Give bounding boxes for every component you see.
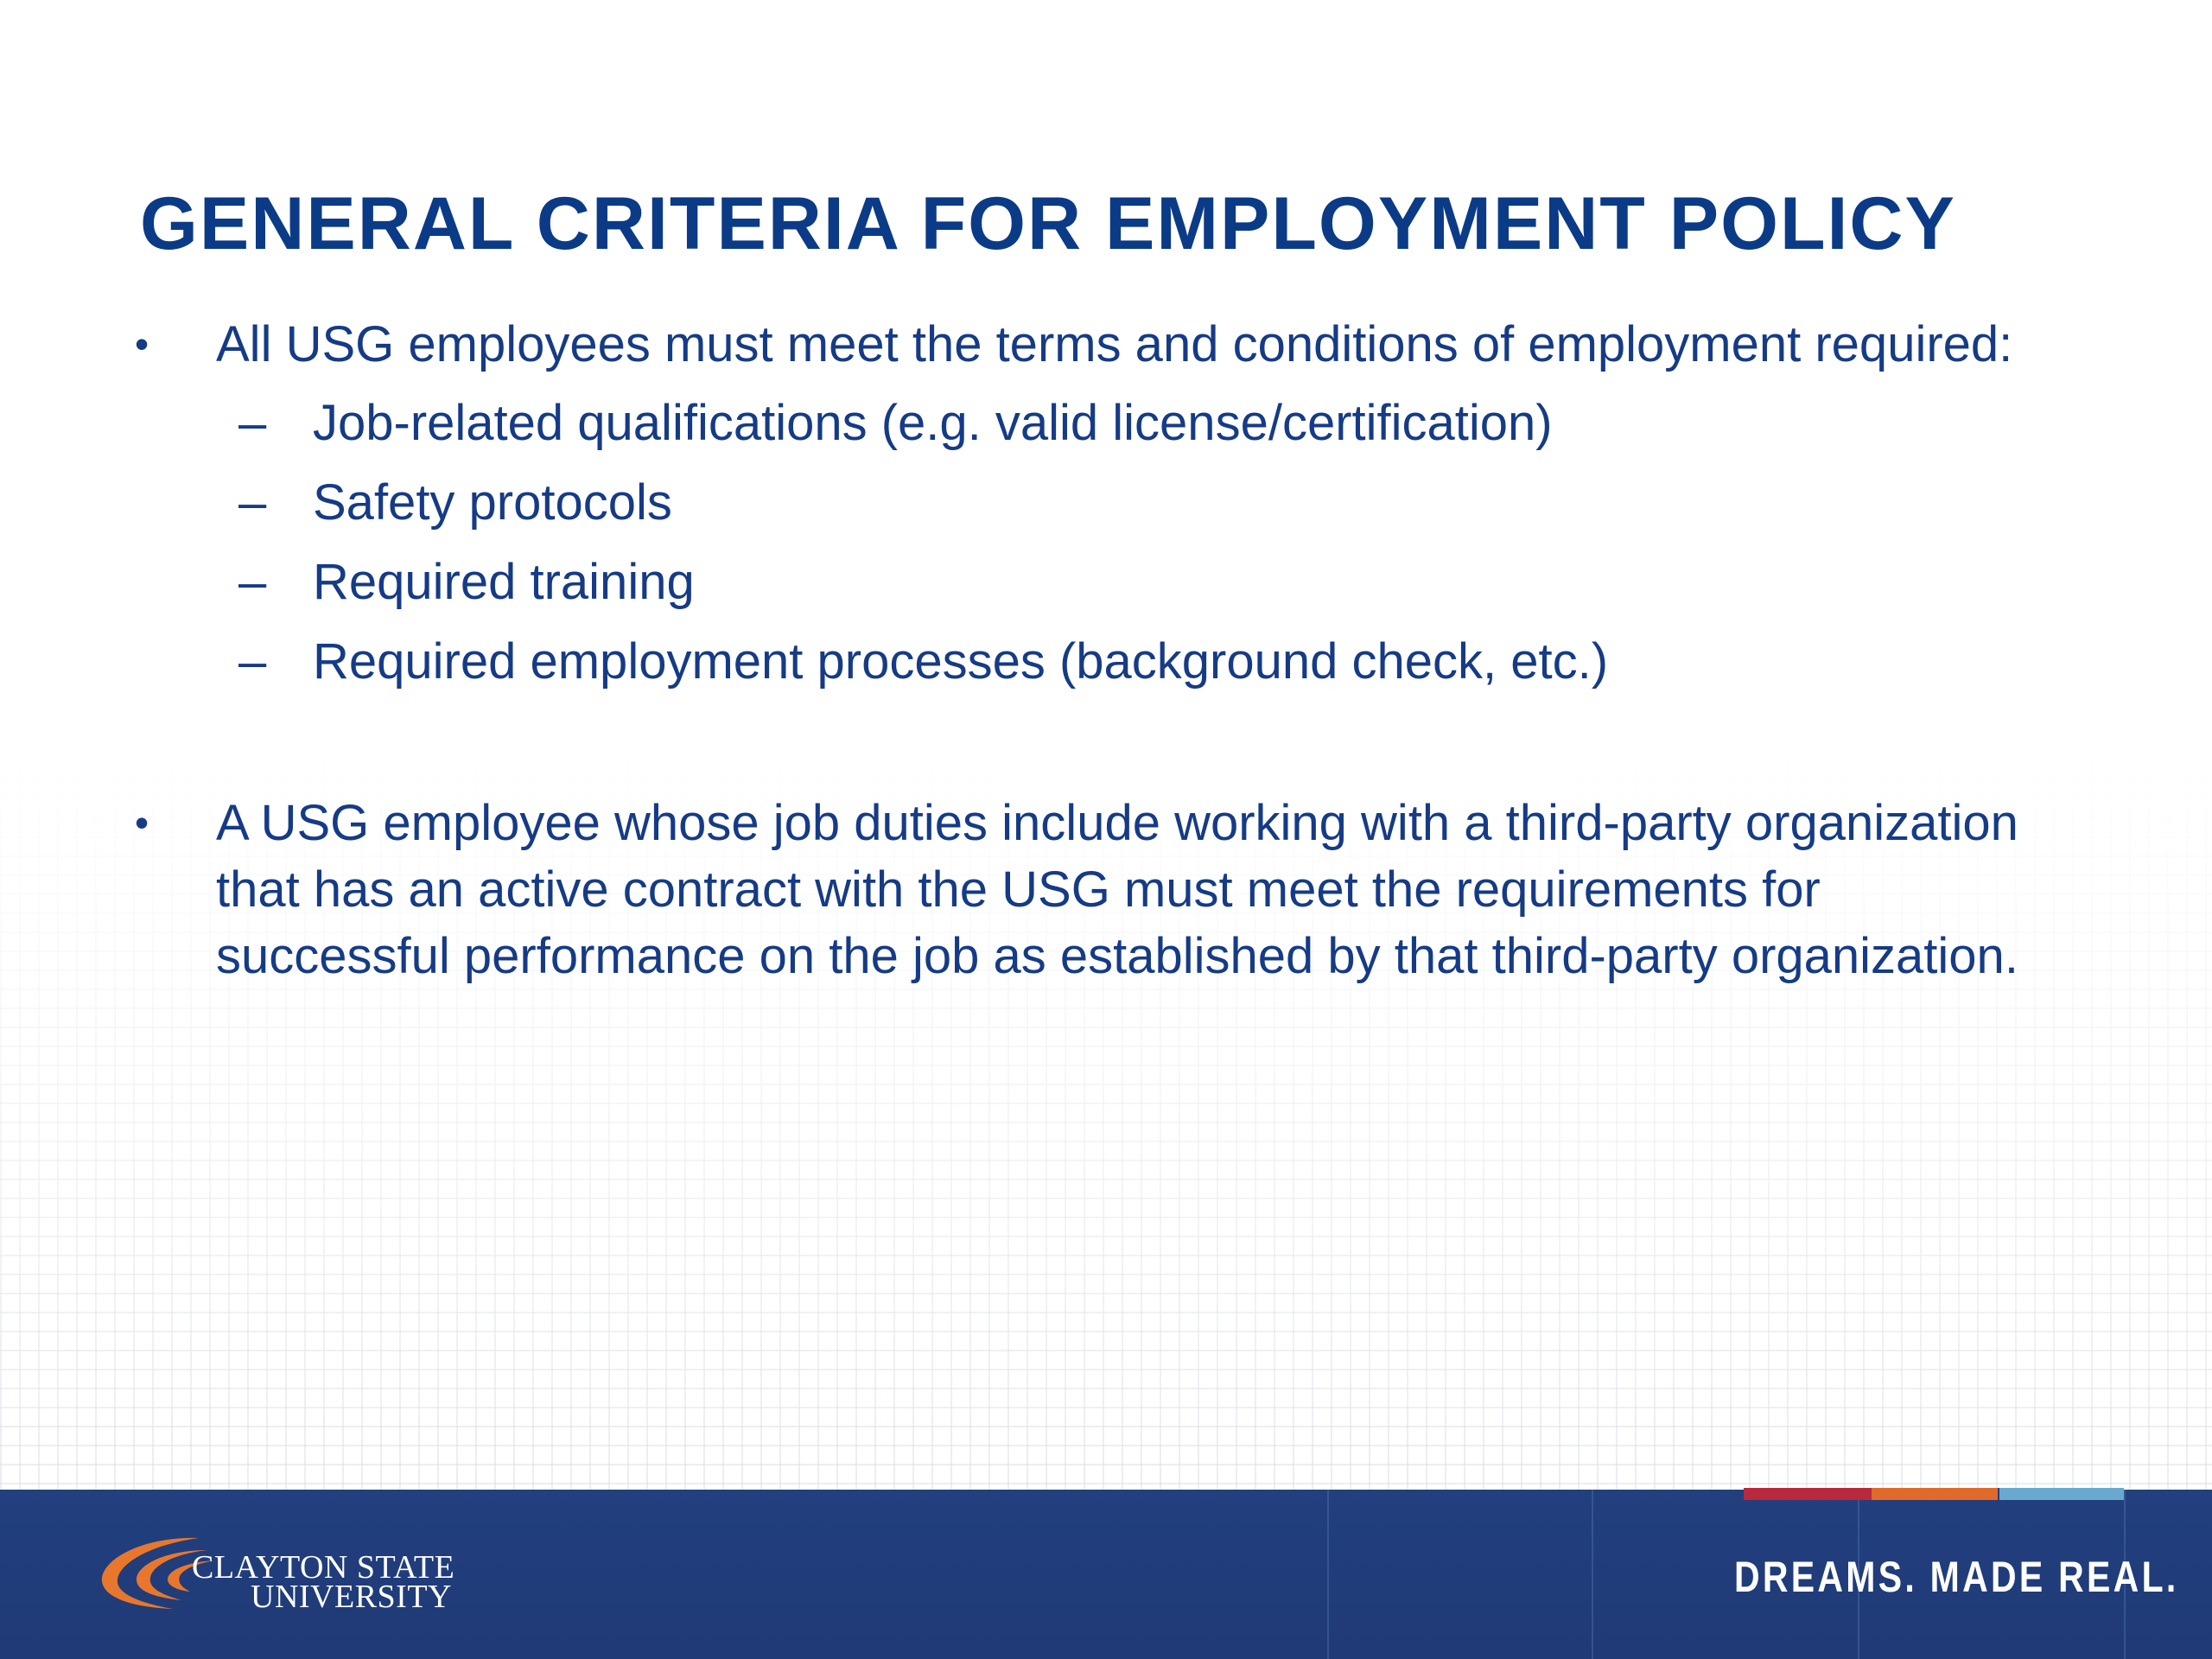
dash-marker: –: [238, 395, 267, 451]
bullet-text: All USG employees must meet the terms and conditions of employment required:: [216, 316, 2013, 372]
dash-marker: –: [238, 633, 267, 690]
sub-bullet-item: [128, 390, 2063, 456]
slide-body: [128, 311, 2063, 989]
sub-bullet-item: [128, 469, 2063, 536]
sub-bullet-text: Required training: [313, 554, 695, 610]
bullet-text: A USG employee whose job duties include working with a third-party organization that has an active contract with the USG must meet the requirements for successful performance on the job as established by that third-party organization.: [216, 795, 2018, 984]
sub-bullet-text: Required employment processes (background check, etc.): [313, 633, 1609, 690]
slide-title: GENERAL CRITERIA FOR EMPLOYMENT POLICY: [140, 182, 1956, 265]
logo-text-line1: CLAYTON STATE: [192, 1549, 455, 1586]
bullet-marker: •: [135, 321, 149, 366]
footer-divider: [1327, 1490, 1329, 1659]
accent-stripe-blue: [1999, 1488, 2124, 1500]
footer-divider: [1592, 1490, 1593, 1659]
bullet-item: [128, 311, 2063, 378]
tagline: DREAMS. MADE REAL.: [1734, 1553, 2179, 1601]
bullet-item: [128, 790, 2063, 989]
dash-marker: –: [238, 474, 267, 531]
sub-bullet-item: [128, 628, 2063, 695]
spacer: [128, 695, 2063, 790]
dash-marker: –: [238, 554, 267, 610]
accent-stripe-red: [1744, 1488, 1872, 1500]
logo-text-line2: UNIVERSITY: [251, 1579, 452, 1615]
accent-stripe-orange: [1872, 1488, 1998, 1500]
sub-bullet-text: Safety protocols: [313, 474, 672, 531]
bullet-marker: •: [135, 800, 149, 845]
sub-bullet-text: Job-related qualifications (e.g. valid license/certification): [313, 395, 1553, 451]
sub-bullet-item: [128, 549, 2063, 615]
